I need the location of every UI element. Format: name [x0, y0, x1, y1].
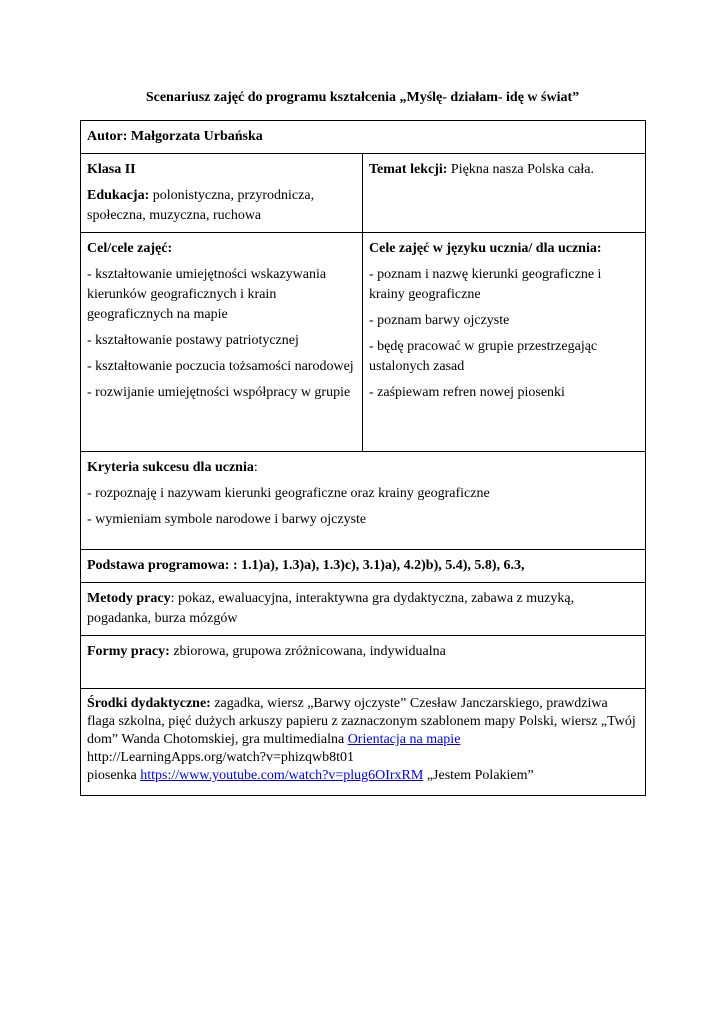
methods-row [81, 583, 646, 636]
class-label: Klasa II [87, 162, 136, 177]
criteria-item: - rozpoznaję i nazywam kierunki geograficzne oraz krainy geograficzne [87, 486, 490, 501]
goal-item: - kształtowanie umiejętności wskazywania kierunków geograficznych i krain geograficznych na mapie [87, 267, 327, 322]
resources-row [81, 689, 646, 796]
education-label: Edukacja: [87, 188, 150, 203]
forms-line [87, 642, 639, 662]
criteria-item: - wymieniam symbole narodowe i barwy ojczyste [87, 512, 367, 527]
education-value: polonistyczna, przyrodnicza, społeczna, muzyczna, ruchowa [87, 188, 315, 223]
criteria-heading-suffix: : [253, 460, 258, 475]
student-goal-item: - zaśpiewam refren nowej piosenki [369, 385, 565, 400]
student-goals-heading: Cele zajęć w języku ucznia/ dla ucznia: [369, 241, 602, 256]
methods-label: Metody pracy [87, 591, 171, 606]
topic-label: Temat lekcji: [369, 162, 448, 177]
song-suffix: „Jestem Polakiem” [423, 768, 534, 783]
resources-line [87, 695, 639, 749]
author-text: Autor: Małgorzata Urbańska [87, 129, 263, 144]
goals-row [81, 233, 646, 452]
topic-line [369, 160, 639, 180]
methods-line [87, 589, 639, 629]
goal-item: - kształtowanie postawy patriotycznej [87, 333, 299, 348]
education-line [87, 186, 356, 226]
orientation-map-link[interactable]: Orientacja na mapie [347, 732, 461, 747]
youtube-link[interactable]: https://www.youtube.com/watch?v=plug6OIrxRM [140, 768, 424, 783]
document-title: Scenariusz zajęć do programu kształcenia „Myślę- działam- idę w świat” [145, 90, 580, 105]
author-row [81, 121, 646, 154]
goal-item: - kształtowanie poczucia tożsamości narodowej [87, 359, 354, 374]
methods-value: : pokaz, ewaluacyjna, interaktywna gra dydaktyczna, zabawa z muzyką, pogadanka, burza mózgów [87, 591, 575, 626]
student-goal-item: - poznam barwy ojczyste [369, 313, 510, 328]
song-prefix: piosenka [87, 768, 141, 783]
forms-row [81, 636, 646, 689]
resources-label: Środki dydaktyczne: [87, 696, 211, 711]
criteria-heading: Kryteria sukcesu dla ucznia [87, 460, 254, 475]
song-line [87, 767, 639, 785]
class-topic-row [81, 154, 646, 233]
student-goal-item: - będę pracować w grupie przestrzegając ustalonych zasad [369, 339, 598, 374]
curriculum-text: Podstawa programowa: : 1.1)a), 1.3)a), 1.3)c), 3.1)a), 4.2)b), 5.4), 5.8), 6.3, [87, 558, 525, 573]
criteria-row [81, 452, 646, 550]
curriculum-row [81, 550, 646, 583]
resources-text: zagadka, wiersz „Barwy ojczyste” Czesław Janczarskiego, prawdziwa flaga szkolna, pięć dużych arkuszy papieru z zaznaczonym szablonem mapy Polski, wiersz „Twój dom” Wanda Chotomskiej, gra multimedialna [87, 696, 636, 747]
topic-value: Piękna nasza Polska cała. [447, 162, 594, 177]
forms-value: zbiorowa, grupowa zróżnicowana, indywidualna [169, 644, 446, 659]
goal-item: - rozwijanie umiejętności współpracy w grupie [87, 385, 351, 400]
learningapps-url: http://LearningApps.org/watch?v=phizqwb8t01 [87, 750, 354, 765]
forms-label: Formy pracy: [87, 644, 170, 659]
goals-heading: Cel/cele zajęć: [87, 241, 173, 256]
student-goal-item: - poznam i nazwę kierunki geograficzne i krainy geograficzne [369, 267, 602, 302]
criteria-heading-line [87, 458, 639, 478]
lesson-plan-table [80, 120, 646, 796]
